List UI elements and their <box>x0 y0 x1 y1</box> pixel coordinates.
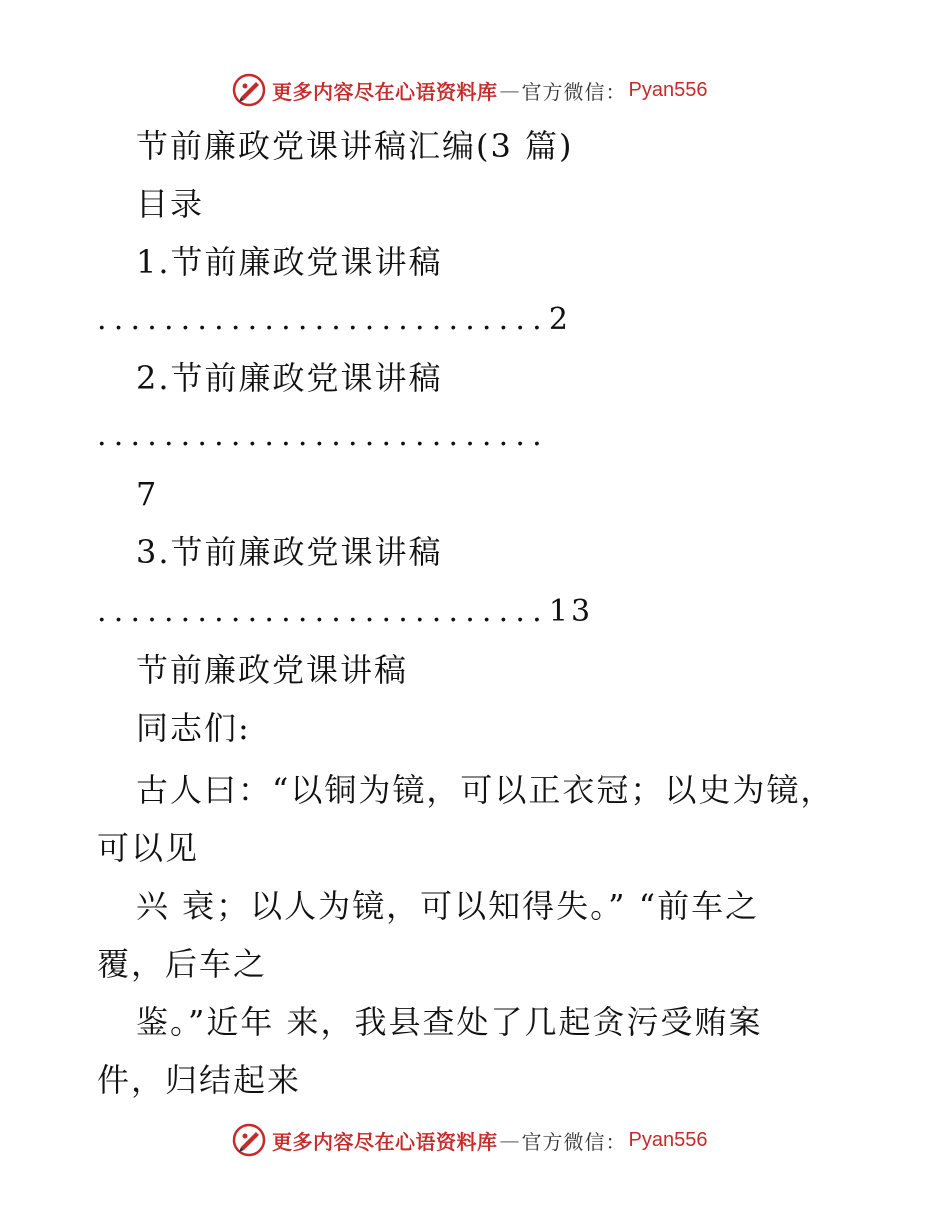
toc-item-1-leader <box>97 300 571 340</box>
banner-wechat-label: 官方微信： <box>521 1129 627 1154</box>
toc-item-3-label: 3.节前廉政党课讲稿 <box>136 533 443 571</box>
body-line: 鉴。”近年 来，我县查处了几起贪污受贿案 <box>136 1003 763 1041</box>
toc-heading: 目录 <box>136 185 205 223</box>
section-title: 节前廉政党课讲稿 <box>136 651 409 689</box>
toc-item-3-leader <box>97 592 593 632</box>
toc-item-2-page: 7 <box>136 475 159 513</box>
banner-dash: — <box>499 78 520 102</box>
brand-logo-icon <box>232 1123 266 1157</box>
document-title: 节前廉政党课讲稿汇编(3 篇) <box>136 127 574 165</box>
body-line: 古人曰：“以铜为镜，可以正衣冠；以史为镜， <box>136 771 835 809</box>
header-banner <box>232 72 707 108</box>
banner-site-name: 更多内容尽在心语资料库 <box>272 1129 498 1154</box>
body-line: 可以见 <box>97 829 200 867</box>
salutation: 同志们: <box>136 709 251 747</box>
banner-dash: — <box>499 1128 520 1152</box>
body-line: 覆，后车之 <box>97 945 268 983</box>
banner-wechat-id: Pyan556 <box>628 1128 708 1151</box>
banner-site-name: 更多内容尽在心语资料库 <box>272 79 498 104</box>
banner-wechat-id: Pyan556 <box>628 78 708 101</box>
footer-banner <box>232 1122 707 1158</box>
toc-leader-dots: ........................... <box>97 302 549 337</box>
toc-item-1-page: 2 <box>548 302 571 337</box>
toc-item-3-page: 13 <box>548 594 594 629</box>
toc-item-2-label: 2.节前廉政党课讲稿 <box>136 359 443 397</box>
brand-logo-icon <box>232 73 266 107</box>
body-line: 兴 衰；以人为镜，可以知得失。” “前车之 <box>136 887 760 925</box>
body-line: 件，归结起来 <box>97 1061 302 1099</box>
toc-item-2-leader: ........................... <box>97 418 549 453</box>
banner-wechat-label: 官方微信： <box>521 79 627 104</box>
toc-item-1-label: 1.节前廉政党课讲稿 <box>136 243 443 281</box>
toc-leader-dots: ........................... <box>97 594 549 629</box>
